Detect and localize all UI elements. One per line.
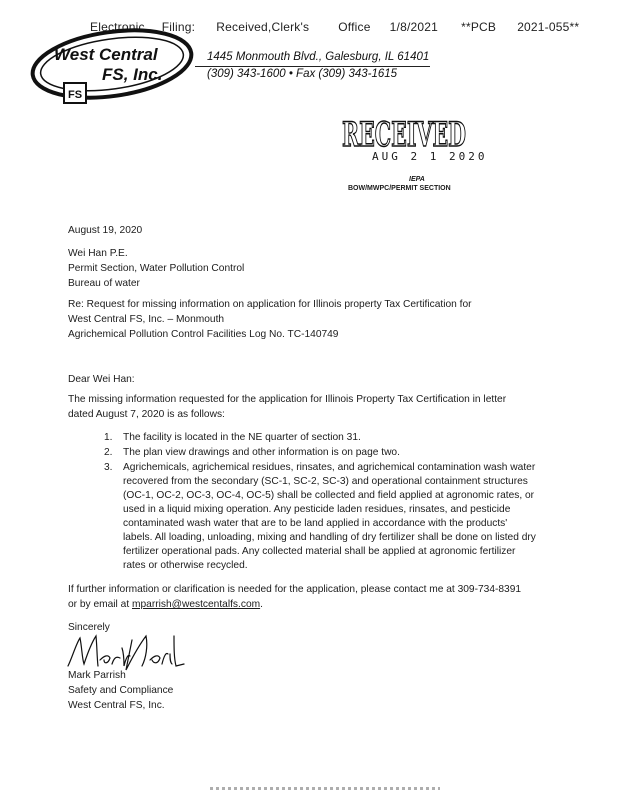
list-item-text: The facility is located in the NE quarter of section 31. — [123, 432, 361, 443]
filing-case: **PCB — [461, 20, 497, 34]
list-item-text: rates or otherwise recycled. — [123, 560, 248, 571]
list-item-text: recovered from the secondary (SC-1, SC-2, SC-3) and operational containment structures — [123, 476, 528, 487]
list-item-number: 2. — [104, 447, 113, 458]
filing-number: 2021-055** — [517, 20, 580, 34]
list-item-text: The plan view drawings and other information is on page two. — [123, 447, 400, 458]
list-item-text: labels. All loading, unloading, mixing and handling of dry fertilizer shall be done on listed dry — [123, 532, 536, 543]
re-line: West Central FS, Inc. – Monmouth — [68, 314, 225, 325]
filing-label-office: Office — [338, 20, 371, 34]
logo-badge: FS — [68, 89, 83, 101]
signer-title: Safety and Compliance — [68, 685, 174, 696]
letter-date: August 19, 2020 — [68, 225, 143, 236]
stamp-agency: IEPA — [409, 176, 425, 183]
closing-line-email — [68, 599, 263, 610]
recipient-line: Permit Section, Water Pollution Control — [68, 263, 245, 274]
signature-image — [66, 630, 186, 674]
logo-line2: FS, Inc. — [102, 65, 163, 84]
address-divider — [195, 66, 430, 67]
signer-company: West Central FS, Inc. — [68, 700, 165, 711]
signer-name: Mark Parrish — [68, 670, 126, 681]
salutation: Dear Wei Han: — [68, 374, 135, 385]
list-item-text: fertilizer operational pads. Any collected material shall be applied at agronomic fertilizer — [123, 546, 516, 557]
list-item-number: 3. — [104, 462, 113, 473]
recipient-line: Bureau of water — [68, 278, 140, 289]
list-item-text: used in a liquid mixing operation. Any pesticide laden residues, rinsates, and pesticide — [123, 504, 511, 515]
email-link[interactable]: mparrish@westcentalfs.com — [132, 599, 261, 610]
company-phone-fax: (309) 343-1600 • Fax (309) 343-1615 — [207, 68, 398, 80]
recipient-line: Wei Han P.E. — [68, 248, 128, 259]
scan-artifact — [210, 787, 440, 790]
received-stamp — [342, 112, 467, 154]
filing-label-electronic: Electronic — [90, 20, 145, 34]
closing-prefix: or by email at — [68, 599, 130, 610]
closing-line: If further information or clarification is needed for the application, please contact me at 309-734-8391 — [68, 584, 522, 595]
closing-suffix: . — [260, 599, 263, 610]
valediction: Sincerely — [68, 622, 110, 633]
filing-date: 1/8/2021 — [389, 20, 438, 34]
filing-label-filing: Filing: — [161, 20, 196, 34]
stamp-text: RECEIVED — [342, 115, 466, 154]
intro-line: The missing information requested for the application for Illinois Property Tax Certification in letter — [68, 394, 507, 405]
re-line: Agrichemical Pollution Control Facilities Log No. TC-140749 — [68, 329, 339, 340]
stamp-date: AUG 2 1 2020 — [372, 150, 488, 163]
list-item-text: contaminated wash water that are to be land applied in accordance with the products' — [123, 518, 508, 529]
stamp-section: BOW/MWPC/PERMIT SECTION — [348, 185, 451, 192]
filing-label-received: Received,Clerk's — [216, 20, 310, 34]
re-line: Re: Request for missing information on application for Illinois property Tax Certification for — [68, 299, 472, 310]
logo-line1: West Central — [54, 45, 158, 64]
list-item-text: (OC-1, OC-2, OC-3, OC-4, OC-5) shall be collected and field applied at agronomic rates, or — [123, 490, 535, 501]
list-item-text: Agrichemicals, agrichemical residues, rinsates, and agrichemical contamination wash water — [123, 462, 536, 473]
company-address: 1445 Monmouth Blvd., Galesburg, IL 61401 — [207, 51, 430, 63]
company-logo — [30, 28, 200, 110]
intro-line: dated August 7, 2020 is as follows: — [68, 409, 225, 420]
list-item-number: 1. — [104, 432, 113, 443]
